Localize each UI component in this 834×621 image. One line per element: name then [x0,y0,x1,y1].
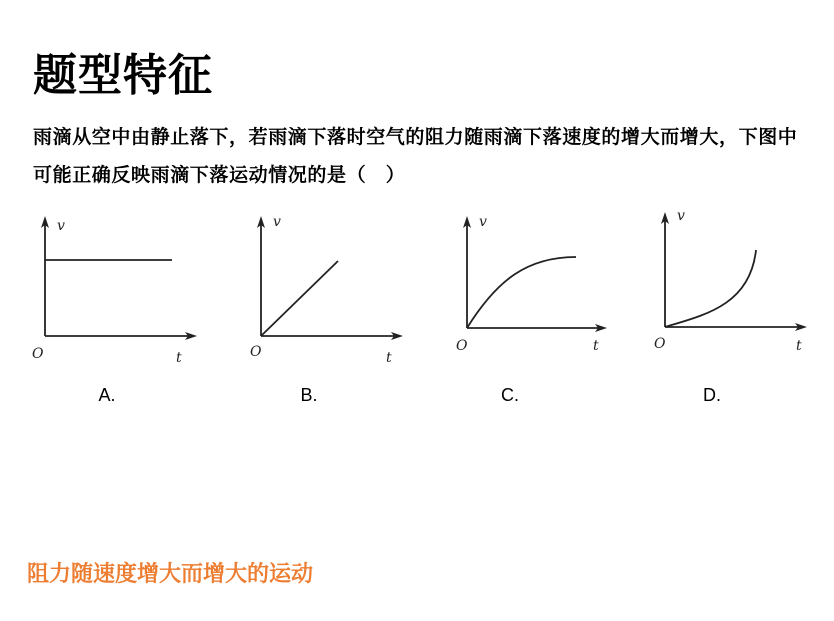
option-b-label[interactable]: B. [300,385,318,405]
page-title: 题型特征 [33,50,213,101]
graph-b-svg [246,200,426,370]
graph-b [246,200,426,370]
graph-d [650,200,830,370]
origin-label: O [32,346,44,362]
x-axis-label: t [593,338,599,354]
section-subtitle: 阻力随速度增大而增大的运动 [27,562,314,587]
velocity-curve [261,261,338,336]
option-c-label[interactable]: C. [501,385,519,405]
y-axis-label: v [57,218,65,234]
option-d-label[interactable]: D. [703,385,721,405]
origin-label: O [456,338,468,354]
y-axis-label: v [479,214,487,230]
origin-label: O [654,336,666,352]
graph-a [30,200,210,370]
y-axis-label: v [273,214,281,230]
origin-label: O [250,344,262,360]
velocity-curve [665,250,756,327]
option-a-label[interactable]: A. [98,385,116,405]
graph-c-svg [452,200,632,370]
y-axis-label: v [677,208,685,224]
x-axis-label: t [176,350,182,366]
answer-graphs [0,200,834,370]
question-text: 雨滴从空中由静止落下，若雨滴下落时空气的阻力随雨滴下落速度的增大而增大，下图中可能正确反映雨滴下落运动情况的是（ ） [33,126,798,186]
graph-d-svg [650,200,830,370]
x-axis-label: t [386,350,392,366]
graph-c [452,200,632,370]
graph-a-svg [30,200,210,370]
x-axis-label: t [796,338,802,354]
velocity-curve [467,257,576,328]
